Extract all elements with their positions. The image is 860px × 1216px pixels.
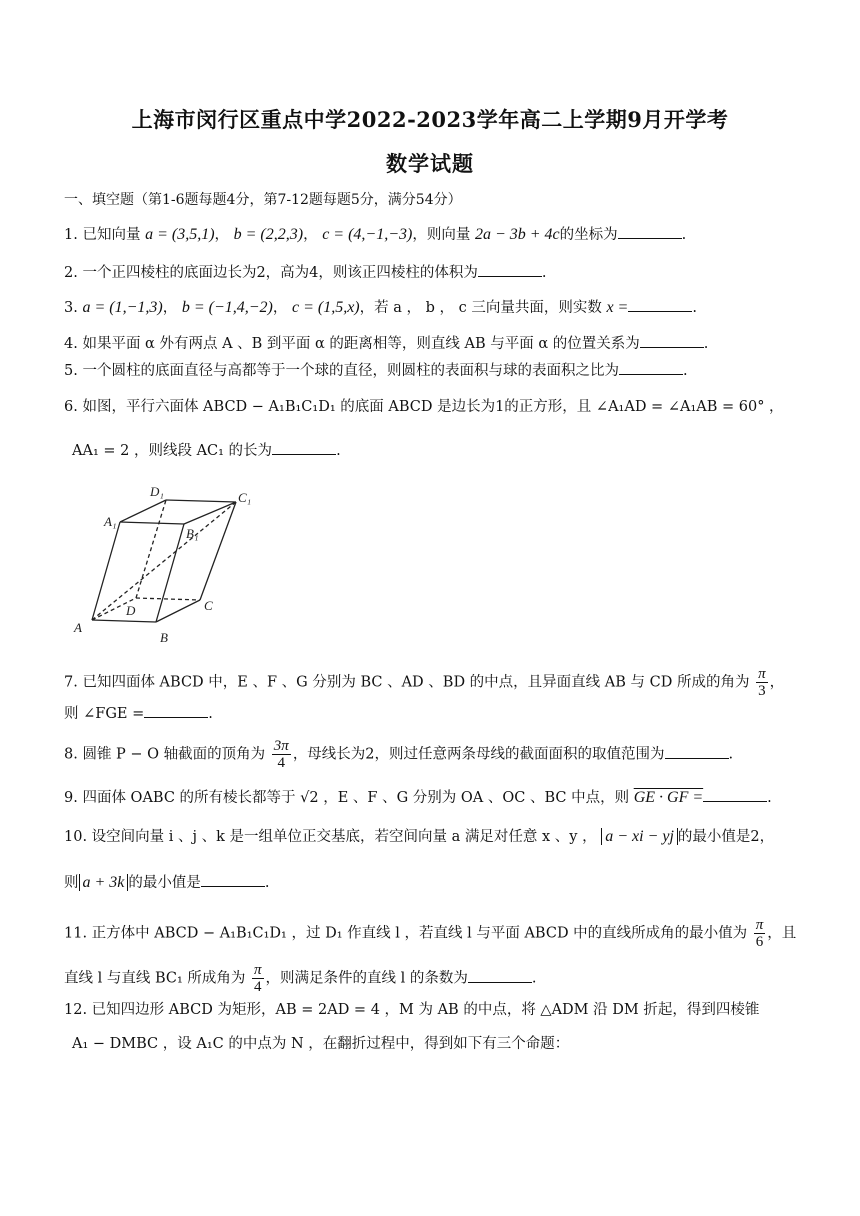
q2-text: 一个正四棱柱的底面边长为2，高为4，则该正四棱柱的体积为 xyxy=(82,265,478,281)
q3-vector-a: a = (1,−1,3) xyxy=(82,299,163,316)
edge-ab xyxy=(92,620,156,622)
frac-denominator: 3 xyxy=(758,683,766,699)
question-10 xyxy=(64,827,804,847)
q4-text: 如果平面 α 外有两点 A 、B 到平面 α 的距离相等，则直线 AB 与平面 α 的位置关系为 xyxy=(82,336,640,352)
q12-number: 12. xyxy=(64,1002,88,1018)
edge-aa1 xyxy=(92,522,120,620)
q1-vector-a: a = (3,5,1) xyxy=(145,226,215,243)
q1-number: 1. xyxy=(64,227,78,243)
answer-blank[interactable] xyxy=(619,360,683,375)
question-7-cont xyxy=(64,703,804,724)
q7-number: 7. xyxy=(64,674,78,691)
question-2 xyxy=(64,262,804,283)
q8-number: 8. xyxy=(64,746,78,763)
answer-blank[interactable] xyxy=(144,703,208,718)
edge-a1d1 xyxy=(120,500,166,522)
q2-number: 2. xyxy=(64,265,78,281)
period: . xyxy=(682,363,688,379)
q9-number: 9. xyxy=(64,790,78,806)
edge-d1c1 xyxy=(166,500,236,502)
question-6 xyxy=(64,397,804,417)
question-12 xyxy=(64,1000,804,1020)
question-5 xyxy=(64,360,804,381)
q5-text: 一个圆柱的底面直径与高都等于一个球的直径，则圆柱的表面积与球的表面积之比为 xyxy=(82,363,619,379)
q11-fraction-2 xyxy=(252,962,264,995)
label-c1: C₁ xyxy=(238,490,252,505)
q3-vector-c: c = (1,5,x) xyxy=(291,299,360,316)
q7-line2: 则 ∠FGE = xyxy=(64,706,145,722)
question-7: 7. 已知四面体 ABCD 中，E 、F 、G 分别为 BC 、AD 、BD 的中点，且异面直线 AB 与 CD 所成的角为 $\frac{\pi}{3}$ ， xyxy=(64,666,785,699)
frac-denominator: 4 xyxy=(254,979,262,995)
label-a: A xyxy=(74,620,82,635)
q11-line2: 直线 l 与直线 BC₁ 所成角为 xyxy=(64,970,246,987)
question-4 xyxy=(64,333,804,354)
question-9 xyxy=(64,787,804,808)
question-8 xyxy=(64,738,804,771)
question-10-cont xyxy=(64,872,804,893)
q8-suffix: ，母线长为2，则过任意两条母线的截面面积的取值范围为 xyxy=(292,746,665,763)
q3-vector-b: b = (−1,4,−2) xyxy=(181,299,273,316)
period: . xyxy=(336,443,341,459)
q3-number: 3. xyxy=(64,300,78,316)
answer-blank[interactable] xyxy=(640,333,704,348)
label-b1: B₁ xyxy=(186,526,199,541)
q1-vector-c: c = (4,−1,−3) xyxy=(322,226,413,243)
q11-line1b: ，且 xyxy=(767,925,797,942)
frac-denominator: 6 xyxy=(755,934,764,950)
q1-expression: 2a − 3b + 4c xyxy=(474,226,560,243)
q11-number: 11. xyxy=(64,925,88,942)
edge-dd1 xyxy=(136,500,166,598)
q8-fraction xyxy=(272,738,291,771)
question-12-cont xyxy=(72,1034,812,1054)
q3-variable: x = xyxy=(606,299,629,316)
q5-number: 5. xyxy=(64,363,78,379)
period: . xyxy=(541,265,547,281)
q11-fraction-1 xyxy=(754,917,766,950)
question-11 xyxy=(64,917,804,950)
label-b: B xyxy=(160,630,168,645)
q10-number: 10. xyxy=(64,829,88,845)
question-3: 3. a = (1,−1,3)， b = (−1,4,−2)， c = (1,5,x)，若 a ， b ， c 三向量共面，则实数 x = . xyxy=(64,299,697,316)
answer-blank[interactable] xyxy=(665,744,729,759)
label-d1: D₁ xyxy=(150,484,164,499)
q1-mid: ，则向量 xyxy=(412,227,471,243)
parallelepiped-figure xyxy=(64,482,264,648)
q1-vector-b: b = (2,2,3) xyxy=(233,226,304,243)
question-1: 1. 已知向量 a = (3,5,1)， b = (2,2,3)， c = (4,−1,−3)，则向量 2a − 3b + 4c的坐标为 . xyxy=(64,226,687,243)
edge-b1c1 xyxy=(184,502,236,524)
q3-mid: ，若 a ， b ， c 三向量共面，则实数 xyxy=(359,300,602,316)
label-c: C xyxy=(204,598,213,613)
exam-subtitle: 数学试题 xyxy=(386,151,474,176)
period: . xyxy=(681,227,687,243)
q7-fraction xyxy=(756,666,768,699)
frac-numerator: π xyxy=(254,962,262,978)
q10-line1: 设空间向量 i 、j 、k 是一组单位正交基底，若空间向量 a 满足对任意 x 、y ， xyxy=(91,829,597,845)
q1-prefix: 已知向量 xyxy=(82,227,141,243)
label-a1: A₁ xyxy=(104,514,117,529)
frac-denominator: 4 xyxy=(277,755,286,771)
q11-line1: 正方体中 ABCD − A₁B₁C₁D₁ ，过 D₁ 作直线 l ，若直线 l 与平面 ABCD 中的直线所成角的最小值为 xyxy=(91,925,748,942)
q9-text: 四面体 OABC 的所有棱长都等于 √2 ，E 、F 、G 分别为 OA 、OC 、BC 中点，则 xyxy=(82,790,630,806)
frac-numerator: π xyxy=(758,666,766,682)
period: . xyxy=(531,970,537,987)
edge-bb1 xyxy=(156,524,184,622)
frac-numerator: 3π xyxy=(273,738,289,754)
answer-blank[interactable] xyxy=(272,440,336,455)
q10-abs-expression-2: a + 3k xyxy=(79,874,129,891)
q7-line1: 已知四面体 ABCD 中，E 、F 、G 分别为 BC 、AD 、BD 的中点，且异面直线 AB 与 CD 所成的角为 xyxy=(82,674,750,691)
period: . xyxy=(208,706,213,722)
q8-prefix: 圆锥 P − O 轴截面的顶角为 xyxy=(82,746,266,763)
answer-blank[interactable] xyxy=(478,262,542,277)
period: . xyxy=(692,300,697,316)
q12-line1: 已知四边形 ABCD 为矩形，AB = 2AD = 4 ，M 为 AB 的中点，将 △ADM 沿 DM 折起，得到四棱锥 xyxy=(91,1002,760,1018)
q12-line2: A₁ − DMBC ，设 A₁C 的中点为 N ，在翻折过程中，得到如下有三个命题： xyxy=(72,1036,570,1052)
answer-blank[interactable] xyxy=(201,872,265,887)
answer-blank[interactable] xyxy=(468,968,532,983)
q9-expression: GE · GF = xyxy=(633,789,704,806)
exam-title: 上海市闵行区重点中学2022-2023学年高二上学期9月开学考 xyxy=(131,107,729,132)
q6-number: 6. xyxy=(64,399,78,415)
q10-line2-suffix: 的最小值是 xyxy=(128,875,201,891)
q1-suffix: 的坐标为 xyxy=(559,227,618,243)
q4-number: 4. xyxy=(64,336,78,352)
edge-a1b1 xyxy=(120,522,184,524)
answer-blank[interactable] xyxy=(703,787,767,802)
period: . xyxy=(728,746,734,763)
question-11-cont xyxy=(64,962,804,995)
period: . xyxy=(767,790,772,806)
q6-line1: 如图，平行六面体 ABCD − A₁B₁C₁D₁ 的底面 ABCD 是边长为1的正方形，且 ∠A₁AD = ∠A₁AB = 60° ， xyxy=(82,399,784,415)
section-heading: 一、填空题（第1-6题每题4分，第7-12题每题5分，满分54分） xyxy=(64,192,462,208)
frac-numerator: π xyxy=(755,917,764,933)
edge-dc xyxy=(136,598,200,600)
question-6-cont xyxy=(72,440,812,461)
period: . xyxy=(703,336,709,352)
q11-line2b: ，则满足条件的直线 l 的条数为 xyxy=(265,970,468,987)
label-d: D xyxy=(126,603,136,618)
answer-blank[interactable] xyxy=(618,224,682,239)
period: . xyxy=(264,875,270,891)
q10-line1b: 的最小值是2， xyxy=(677,829,775,845)
q10-abs-expression-1: a − xi − yj xyxy=(601,828,678,845)
edge-bc xyxy=(156,600,200,622)
q10-line2-prefix: 则 xyxy=(64,875,79,891)
answer-blank[interactable] xyxy=(628,297,692,312)
q6-line2: AA₁ = 2 ，则线段 AC₁ 的长为 xyxy=(72,443,273,459)
